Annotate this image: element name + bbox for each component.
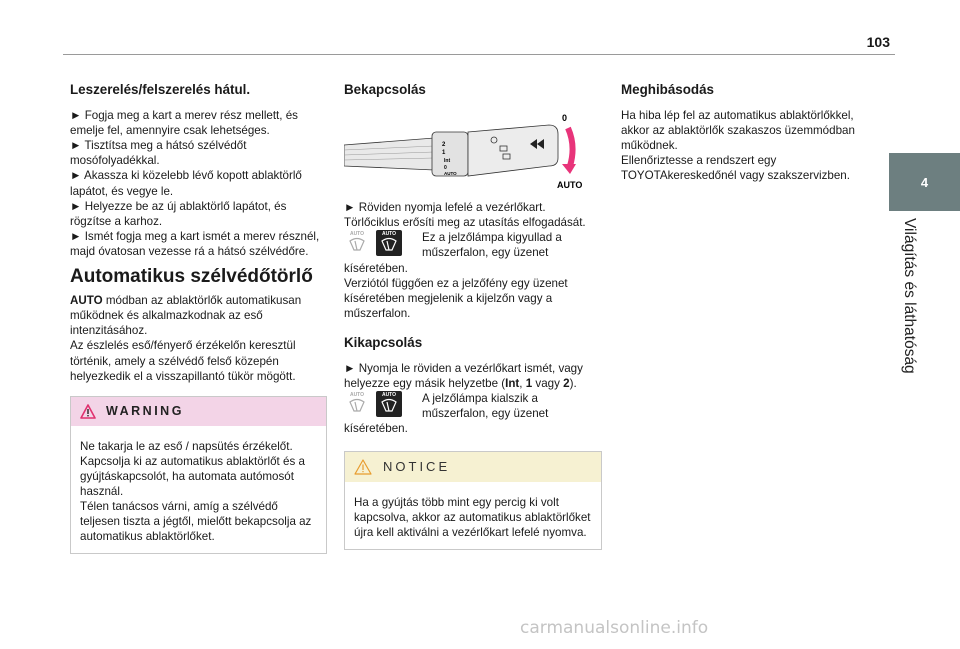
section-title-auto-wipers: Automatikus szélvédőtörlő (70, 266, 313, 288)
column-3 (621, 82, 879, 184)
warning-header (71, 397, 326, 426)
page-number: 103 (866, 34, 890, 50)
auto-indicator-off-icon: AUTO (344, 230, 370, 256)
removal-steps (70, 108, 328, 259)
version-note: Verziótól függően ez a jelzőfény egy üzenet kíséretében megjelenik a kijelzőn vagy a műszerfalon. (344, 276, 568, 320)
section-heading-malfunction: Meghibásodás (621, 82, 715, 97)
chapter-tab[interactable]: 4 (889, 153, 960, 211)
deactivation-step: ► Nyomja le röviden a vezérlőkart ismét, vagy helyezze egy másik helyzetbe (Int, 1 vagy 2). (344, 362, 583, 391)
indicator-on-tail: kíséretében. (344, 261, 408, 275)
notice-triangle-icon (354, 459, 372, 475)
section-heading-deactivation: Kikapcsolás (344, 334, 423, 350)
stalk-position-2: 2 (442, 142, 446, 149)
stalk-position-int: Int (444, 158, 451, 165)
indicator-off-text-2: műszerfalon, egy üzenet (422, 407, 549, 421)
indicator-on-text-1: Ez a jelzőlámpa kigyullad a (422, 231, 562, 245)
stalk-position-1: 1 (442, 150, 446, 157)
column-1 (70, 82, 328, 554)
indicator-off-tail: kíséretében. (344, 422, 408, 436)
auto-indicator-off-icon: AUTO (344, 391, 370, 417)
notice-body (345, 482, 601, 549)
auto-indicator-on-icon: AUTO (376, 391, 402, 417)
activation-step: ► Röviden nyomja lefelé a vezérlőkart. (344, 201, 546, 215)
stalk-label-zero: 0 (562, 113, 568, 124)
section-heading-activation: Bekapcsolás (344, 82, 426, 97)
step-2: ► Tisztítsa meg a hátsó szélvédőt mosófolyadékkal. (70, 139, 247, 168)
auto-indicator-icons (344, 230, 402, 256)
stalk-label-auto: AUTO (557, 180, 583, 191)
auto-intro-text: módban az ablaktörlők automatikusan működnek és alkalmazkodnak az eső intenzitásához. (70, 294, 302, 338)
chapter-title: Világítás és láthatóság (901, 218, 918, 374)
wiper-stalk-illustration (344, 108, 602, 194)
stalk-position-auto: AUTO (444, 171, 457, 177)
wiper-stalk-svg (344, 108, 594, 190)
step-3: ► Akassza ki közelebb lévő kopott ablaktörlő lapátot, és vegye le. (70, 169, 302, 198)
warning-body (71, 426, 326, 554)
notice-title: NOTICE (383, 458, 451, 474)
indicator-on-line (344, 230, 602, 260)
section-heading-removal: Leszerelés/felszerelés hátul. (70, 82, 251, 97)
notice-header (345, 452, 601, 482)
auto-indicator-on-icon: AUTO (376, 230, 402, 256)
auto-intro (70, 293, 328, 338)
header-rule (63, 54, 895, 55)
notice-text: Ha a gyújtás több mint egy percig ki volt kapcsolva, akkor az automatikus ablaktörlőket újra kell aktiválni a vezérlőkart lefelé nyomva. (354, 495, 591, 539)
step-1: ► Fogja meg a kart a merev rész mellett, és emelje fel, amennyire csak lehetséges. (70, 109, 298, 138)
indicator-on-text-2: műszerfalon, egy üzenet (422, 246, 549, 260)
auto-indicator-icons-2 (344, 391, 402, 417)
malfunction-text-2: Ellenőriztesse a rendszert egy TOYOTAkereskedőnél vagy szakszervizben. (621, 154, 850, 183)
auto-intro-2: Az észlelés eső/fényerő érzékelőn keresztül történik, amely a szélvédő felső közepén helyezkedik el a visszapillantó tükör mögött. (70, 339, 296, 383)
activation-confirm: Törlőciklus erősíti meg az utasítás elfogadását. (344, 216, 586, 230)
step-4: ► Helyezze be az új ablaktörlő lapátot, és rögzítse a karhoz. (70, 199, 287, 228)
column-2 (344, 82, 602, 550)
warning-line-2: Kapcsolja ki az automatikus ablaktörlőt és a gyújtáskapcsolót, ha automata autómosót használ. (80, 454, 305, 498)
warning-triangle-icon (80, 404, 96, 419)
step-5: ► Ismét fogja meg a kart ismét a merev résznél, majd óvatosan vezesse rá a hátsó szélvédőre. (70, 229, 320, 258)
warning-line-1: Ne takarja le az eső / napsütés érzékelőt. (80, 439, 293, 453)
auto-intro-bold: AUTO (70, 294, 103, 308)
notice-box (344, 451, 602, 550)
malfunction-text-1: Ha hiba lép fel az automatikus ablaktörlőkkel, akkor az ablaktörlők szakaszos üzemmódban működnek. (621, 109, 855, 153)
warning-box (70, 396, 327, 555)
stalk-position-0: 0 (444, 165, 447, 172)
warning-title: WARNING (106, 403, 184, 418)
indicator-off-text-1: A jelzőlámpa kialszik a (422, 392, 538, 406)
indicator-off-line (344, 391, 602, 421)
warning-line-3: Télen tanácsos várni, amíg a szélvédő teljesen tiszta a jégtől, mielőtt bekapcsolja az automatikus ablaktörlőket. (80, 500, 312, 544)
watermark: carmanualsonline.info (520, 618, 709, 638)
